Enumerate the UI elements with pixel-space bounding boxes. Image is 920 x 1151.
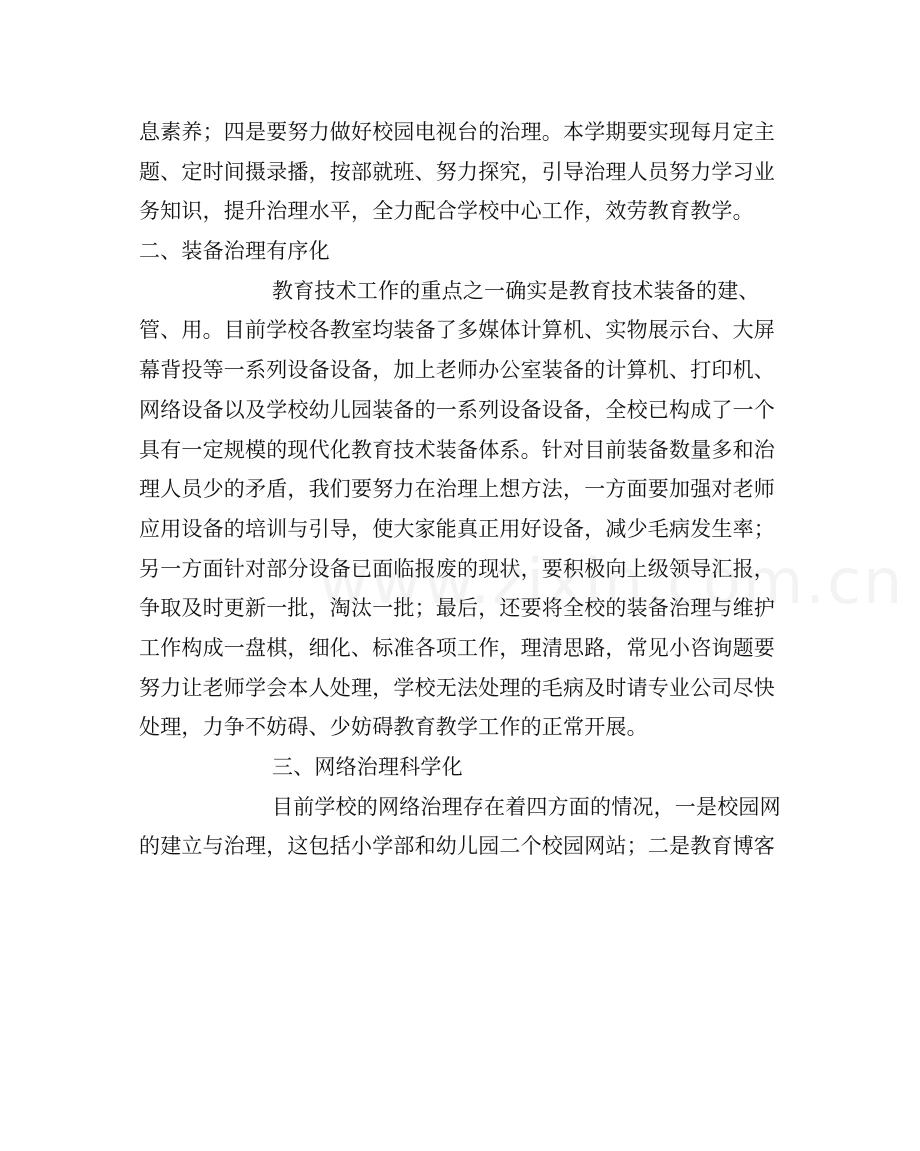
paragraph-line: 具有一定规模的现代化教育技术装备体系。针对目前装备数量多和治: [139, 437, 775, 462]
paragraph-line: 工作构成一盘棋，细化、标准各项工作，理清思路，常见小咨询题要: [139, 635, 775, 660]
paragraph-line: 网络设备以及学校幼儿园装备的一系列设备设备，全校已构成了一个: [139, 397, 775, 422]
section-heading: 三、网络治理科学化: [272, 755, 463, 779]
paragraph-line: 处理，力争不妨碍、少妨碍教育教学工作的正常开展。: [139, 715, 648, 740]
paragraph-line: 教育技术工作的重点之一确实是教育技术装备的建、: [272, 278, 760, 303]
section-heading: 二、装备治理有序化: [139, 239, 330, 264]
document-body: [139, 113, 779, 867]
paragraph-line: 幕背投等一系列设备设备，加上老师办公室装备的计算机、打印机、: [139, 358, 775, 383]
paragraph-line: 息素养；四是要努力做好校园电视台的治理。本学期要实现每月定主: [139, 120, 775, 144]
paragraph-line: 目前学校的网络治理存在着四方面的情况，一是校园网: [272, 794, 781, 819]
paragraph-line: 题、定时间摄录播，按部就班、努力探究，引导治理人员努力学习业: [139, 159, 775, 184]
paragraph-line: 努力让老师学会本人处理，学校无法处理的毛病及时请专业公司尽快: [139, 675, 775, 700]
paragraph-line: 另一方面针对部分设备已面临报废的现状，要积极向上级领导汇报，: [139, 556, 775, 581]
paragraph-line: 理人员少的矛盾，我们要努力在治理上想方法，一方面要加强对老师: [139, 477, 775, 502]
paragraph-line: 管、用。目前学校各教室均装备了多媒体计算机、实物展示台、大屏: [139, 318, 775, 343]
paragraph-line: 争取及时更新一批，淘汰一批；最后，还要将全校的装备治理与维护: [139, 596, 775, 621]
paragraph-line: 务知识，提升治理水平，全力配合学校中心工作，效劳教育教学。: [139, 199, 754, 224]
paragraph-line: 应用设备的培训与引导，使大家能真正用好设备，减少毛病发生率；: [139, 516, 775, 541]
paragraph-line: 的建立与治理，这包括小学部和幼儿园二个校园网站；二是教育博客: [139, 834, 775, 859]
